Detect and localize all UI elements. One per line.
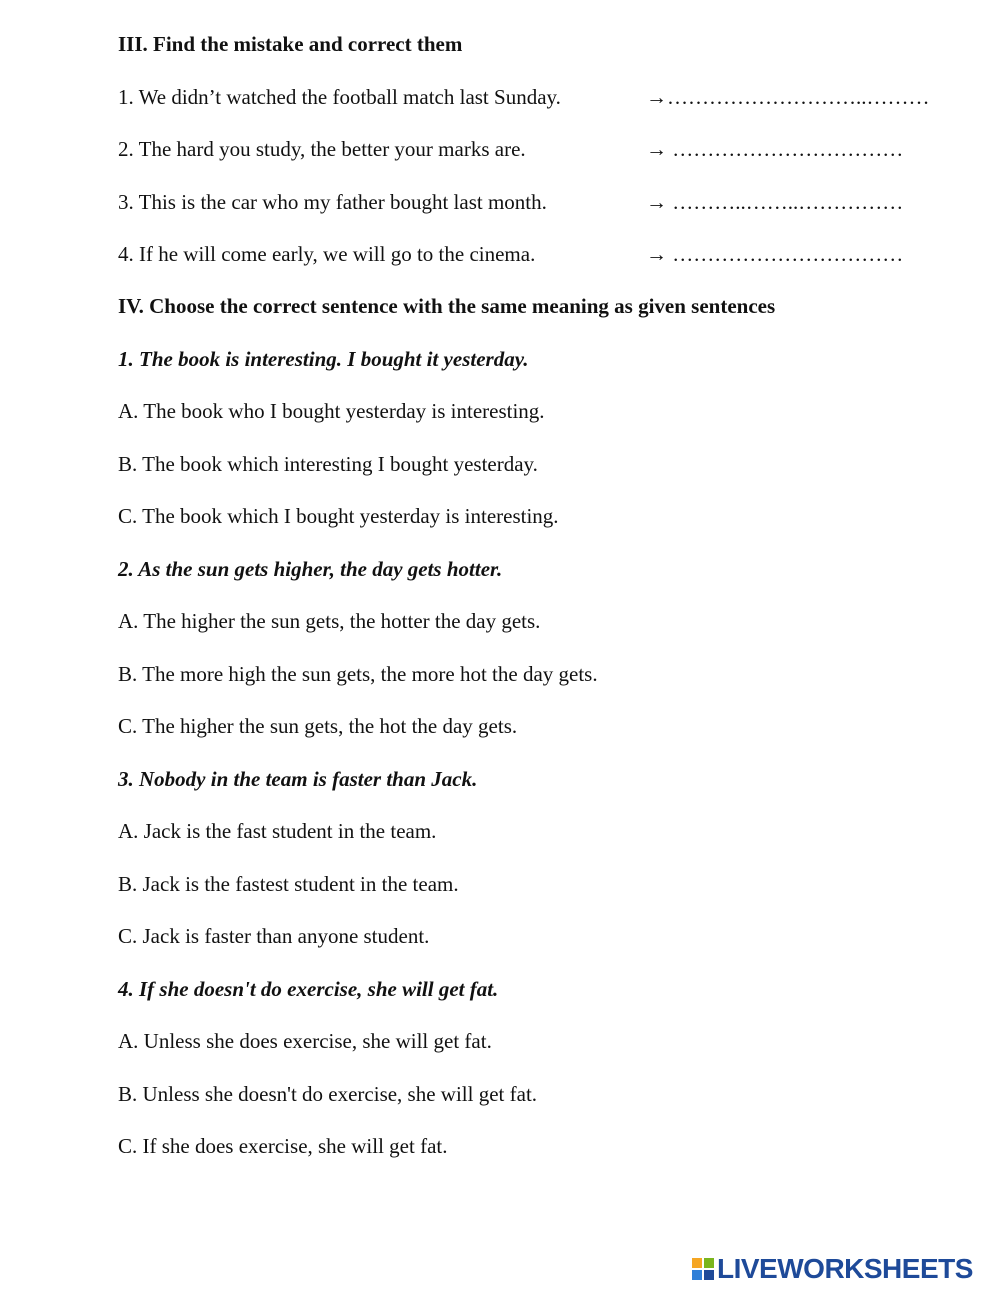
question-2-option-b[interactable]: B. The more high the sun gets, the more hot the day gets. (118, 662, 598, 686)
question-4-title: 4. If she doesn't do exercise, she will get fat. (118, 977, 499, 1001)
mistake-item-1: 1. We didn’t watched the football match last Sunday. (118, 85, 561, 109)
question-3-title: 3. Nobody in the team is faster than Jack. (118, 767, 478, 791)
question-1-option-a[interactable]: A. The book who I bought yesterday is interesting. (118, 399, 545, 423)
answer-blank-1[interactable]: →………………………..……… (646, 85, 930, 109)
liveworksheets-logo-icon (692, 1258, 714, 1280)
liveworksheets-logo (692, 1254, 973, 1284)
question-4-option-c[interactable]: C. If she does exercise, she will get fat. (118, 1134, 448, 1158)
section-3-heading: III. Find the mistake and correct them (118, 32, 463, 56)
question-1-option-b[interactable]: B. The book which interesting I bought yesterday. (118, 452, 538, 476)
question-2-option-c[interactable]: C. The higher the sun gets, the hot the day gets. (118, 714, 518, 738)
liveworksheets-logo-text: LIVEWORKSHEETS (717, 1253, 973, 1284)
question-2-title: 2. As the sun gets higher, the day gets hotter. (118, 557, 503, 581)
question-4-option-a[interactable]: A. Unless she does exercise, she will get fat. (118, 1029, 492, 1053)
question-2-option-a[interactable]: A. The higher the sun gets, the hotter the day gets. (118, 609, 541, 633)
answer-blank-4[interactable]: → …………………………… (646, 242, 904, 266)
section-4-heading: IV. Choose the correct sentence with the same meaning as given sentences (118, 294, 776, 318)
answer-blank-3[interactable]: → ………..……..…………… (646, 190, 904, 214)
mistake-item-4: 4. If he will come early, we will go to the cinema. (118, 242, 536, 266)
mistake-item-3: 3. This is the car who my father bought last month. (118, 190, 547, 214)
question-3-option-b[interactable]: B. Jack is the fastest student in the team. (118, 872, 459, 896)
question-1-title: 1. The book is interesting. I bought it yesterday. (118, 347, 529, 371)
mistake-item-2: 2. The hard you study, the better your marks are. (118, 137, 526, 161)
question-3-option-c[interactable]: C. Jack is faster than anyone student. (118, 924, 430, 948)
question-3-option-a[interactable]: A. Jack is the fast student in the team. (118, 819, 437, 843)
question-4-option-b[interactable]: B. Unless she doesn't do exercise, she will get fat. (118, 1082, 538, 1106)
question-1-option-c[interactable]: C. The book which I bought yesterday is interesting. (118, 504, 559, 528)
answer-blank-2[interactable]: → …………………………… (646, 137, 904, 161)
